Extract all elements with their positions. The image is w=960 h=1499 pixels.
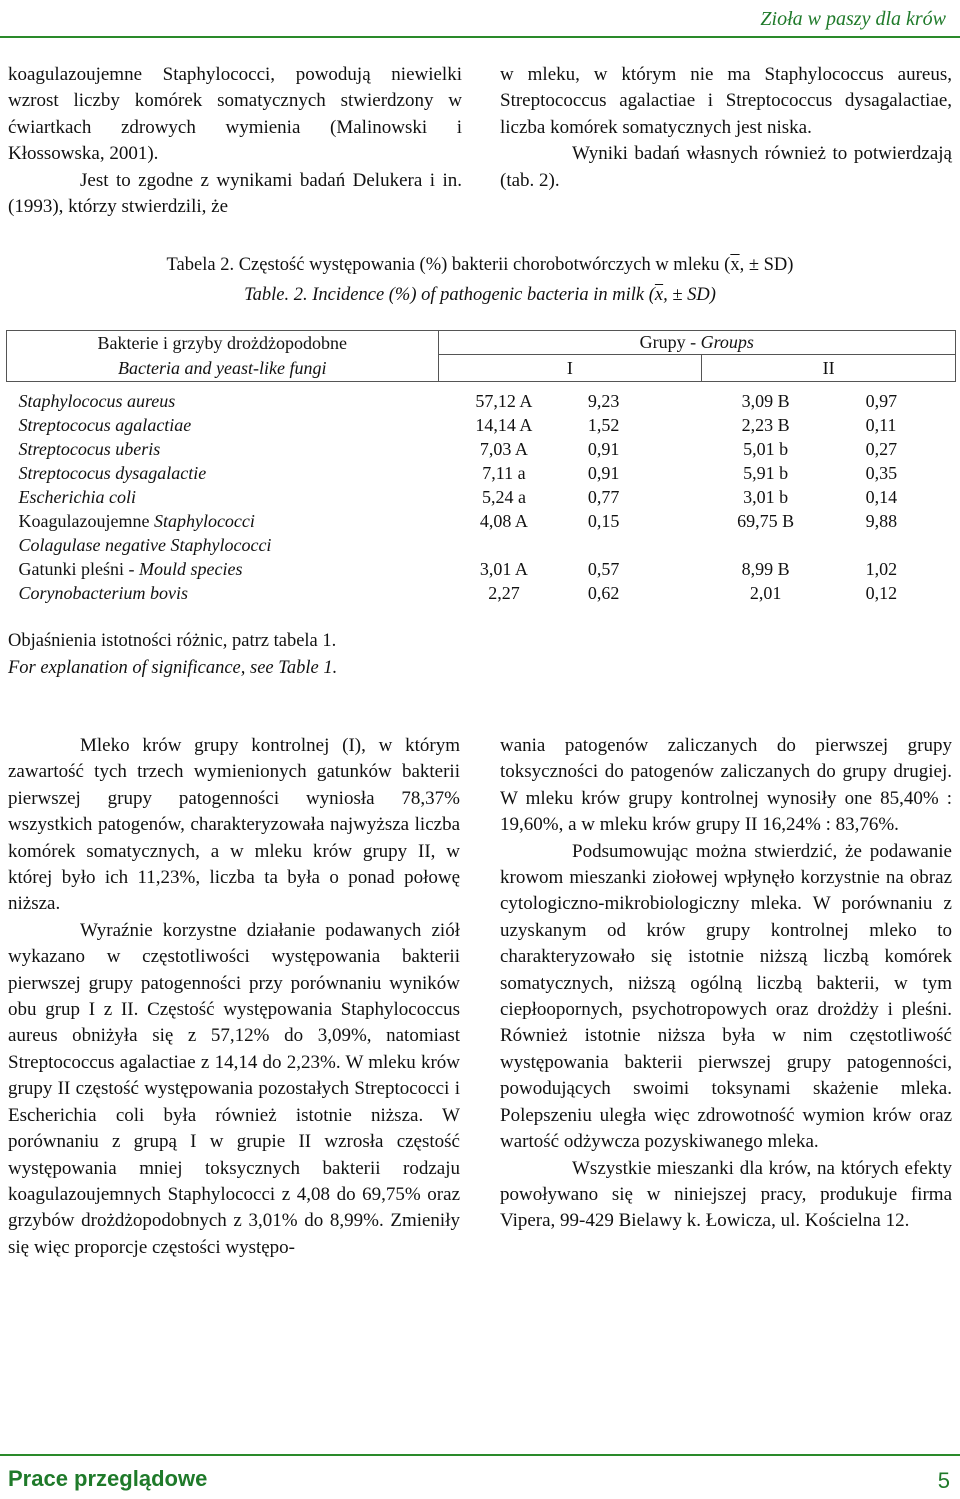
section-label: Prace przeglądowe <box>8 1466 208 1491</box>
note-en: For explanation of significance, see Table 1. <box>8 658 338 678</box>
table-row: Streptococus agalactiae 14,14 A 1,52 2,23 B 0,11 <box>18 415 897 435</box>
paragraph: wania patogenów zaliczanych do pierwszej grupy toksyczności do patogenów zaliczanych do grupy drugiej. W mleku krów grupy kontrolnej wynosiły one 85,40% : 19,60%, a w mleku krów grupy II 16,24% : 83,76%. <box>500 735 952 836</box>
bottom-left-column <box>8 733 460 1261</box>
column-header-groups: Grupy - Groups <box>438 331 955 355</box>
paragraph: Wszystkie mieszanki dla krów, na których efekty powoływano się w niniejszej pracy, produkuje firma Vipera, 99-429 Bielawy k. Łowicza, ul. Kościelna 12. <box>500 1157 952 1232</box>
group-label-1: I <box>438 355 702 382</box>
page-header <box>0 0 960 38</box>
table-row: Corynobacterium bovis 2,27 0,62 2,01 0,12 <box>18 583 898 603</box>
table-row: Escherichia coli 5,24 a 0,77 3,01 b 0,14 <box>18 487 898 507</box>
data-table <box>6 330 956 606</box>
mean-symbol: $\overline{x}$ <box>730 255 740 275</box>
table-row: Colagulase negative Staphylococci <box>18 535 272 555</box>
table-row: Staphylococus aureus 57,12 A 9,23 3,09 B 0,97 <box>18 391 898 411</box>
paragraph: koagulazoujemne Staphylococci, powodują niewielki wzrost liczby komórek somatycznych stwierdzony w ćwiartkach zdrowych wymienia (Malinowski i Kłossowska, 2001). <box>8 64 462 165</box>
paragraph: Wyraźnie korzystne działanie podawanych ziół wykazano w częstotliwości występowania bakterii pierwszej grupy patogenności przy porównaniu wyników obu grup I z II. Częstość występowania Staphylococcus aureus obniżyła się z 57,12% do 3,09%, natomiast Streptococcus agalactiae z 14,14 do 2,23%. W mleku krów grupy II częstość występowania pozostałych Streptococci i Escherichia coli była również istotnie niższa. W porównaniu z grupą I w grupie II wzrosła częstość występowania mniej toksycznych bakterii rodzaju koagulazoujemnych Staphylococci z 4,08 do 69,75% oraz grzybów drożdżopodobnych z 3,01% do 8,99%. Zmieniły się więc proporcje częstości występo- <box>8 919 460 1258</box>
page-footer <box>0 1454 960 1499</box>
mean-symbol: $\overline{x}$ <box>654 285 664 305</box>
bottom-right-column <box>500 733 952 1235</box>
paragraph: Mleko krów grupy kontrolnej (I), w którym zawartość tych trzech wymienionych gatunków bakterii pierwszej grupy patogenności wyniosła 78,37% wszystkich patogenów, charakteryzowała najwyższa liczba komórek somatycznych, a w mleku krów grupy II, w której było ich 11,23%, liczba ta była o ponad połowę niższa. <box>8 735 460 915</box>
table-row: Koagulazoujemne Staphylococci 4,08 A 0,15 69,75 B 9,88 <box>18 511 898 531</box>
note-pl: Objaśnienia istotności różnic, patrz tabela 1. <box>8 631 337 651</box>
paragraph: Podsumowując można stwierdzić, że podawanie krowom mieszanki ziołowej wpłynęło korzystnie na obraz cytologiczno-mikrobiologiczny mleka. W porównaniu z uzyskanym od krów grupy kontrolnej mleko to charakteryzowało się istotnie niższą liczbą komórek somatycznych, niższą ogólną liczbą bakterii, w tym ciepłoopornych, psychotropowych oraz drożdży i pleśni. Również istotnie niższa była w nim częstotliwość występowania bakterii pierwszej grupy patogenności, powodujących swoimi toksynami skażenie mleka. Polepszeniu uległa więc zdrowotność wymion krów oraz wartość odżywcza pozyskiwanego mleka. <box>500 840 952 1153</box>
paragraph: w mleku, w którym nie ma Staphylococcus aureus, Streptococcus agalactiae i Streptococcus dysagalactiae, liczba komórek somatycznych jest niska. <box>500 64 952 138</box>
table-row: Streptococus dysagalactie 7,11 a 0,91 5,91 b 0,35 <box>18 463 898 483</box>
table-row: Streptococus uberis 7,03 A 0,91 5,01 b 0,27 <box>18 439 898 459</box>
paragraph: Jest to zgodne z wynikami badań Delukera i in. (1993), którzy stwierdzili, że <box>8 169 462 218</box>
paragraph: Wyniki badań własnych również to potwierdzają (tab. 2). <box>500 143 952 191</box>
column-header-bacteria: Bakterie i grzyby drożdżopodobne Bacteria and yeast-like fungi <box>7 331 439 382</box>
table-notes <box>8 628 337 682</box>
table-row: Gatunki pleśni - Mould species 3,01 A 0,57 8,99 B 1,02 <box>18 559 898 579</box>
top-left-column <box>8 62 462 220</box>
top-right-column <box>500 62 952 194</box>
journal-running-title: Zioła w paszy dla krów <box>760 8 946 30</box>
table-caption-pl: Tabela 2. Częstość występowania (%) bakterii chorobotwórczych w mleku ($\overline{x}$, ± SD) <box>166 255 794 275</box>
page-number: 5 <box>937 1468 950 1493</box>
group-label-2: II <box>702 355 956 382</box>
table-caption-en: Table. 2. Incidence (%) of pathogenic bacteria in milk ($\overline{x}$, ± SD) <box>244 285 716 305</box>
